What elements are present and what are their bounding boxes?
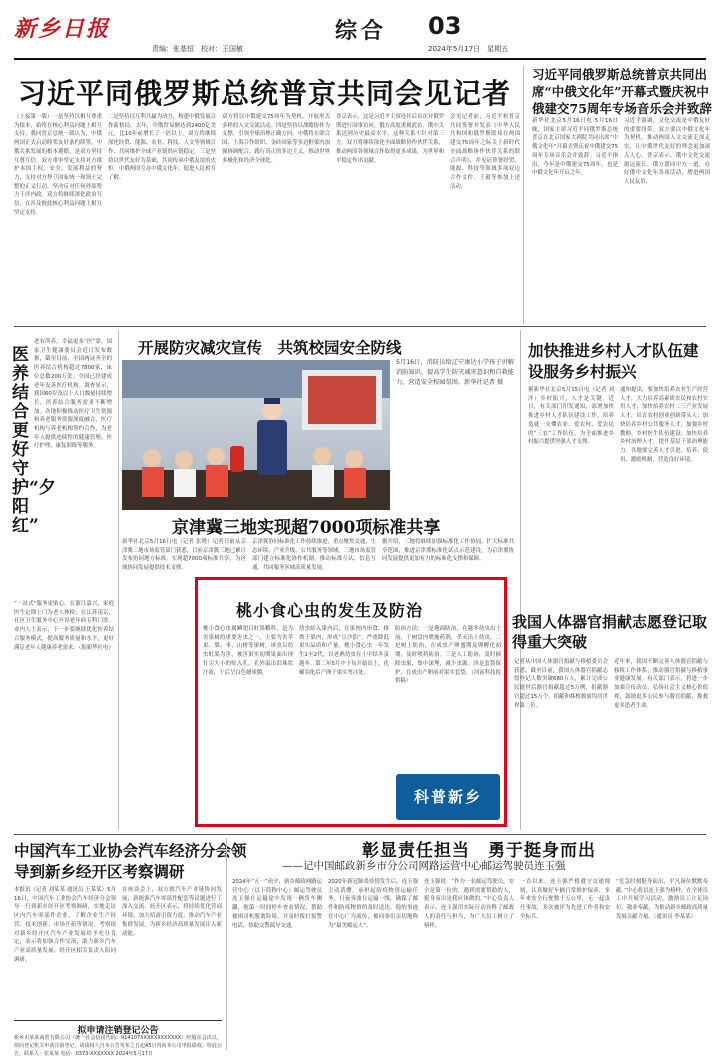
column-divider <box>523 66 524 324</box>
postal-column-4: 一直以来，连玉强严格遵守交通规则，认真做好车辆日常维护保养，多年来安全行驶数十万公里，无一起责任事故，多次被评为先进工作者和安全标兵。 <box>520 879 610 920</box>
lead-column-3: 双方将以中俄建交75周年为契机，开展形式多样的人文交流活动。四是坚持以战略协作为支撑，引领全球治理正确方向。中俄将在联合国、上海合作组织、金砖国家等多边框架内加强协调配合，践行真正的多边主义，推动世界多极化和经济全球化。 <box>222 114 330 164</box>
notice-body: 新乡市某某商贸有限公司（统一社会信用代码：914107XXXXXXXXXXXX）经股东会决议，拟向登记机关申请注销登记，请债权人自本公告发布之日起45日内向本公司申报债权。特此公告。联系人：张某某 电话：0373-XXXXXXX 2024年5月17日 <box>14 1035 222 1057</box>
postal-subheadline: ——记中国邮政新乡市分公司网路运营中心邮运驾驶员连玉强 <box>282 860 566 872</box>
science-logo-text: 科普新乡 <box>413 788 482 806</box>
section-title: 综合 <box>335 18 388 44</box>
postal-column-2: 2020年新冠肺炎疫情发生后，连玉强主动请缨，承担起防疫物资运输任务，日夜奔波在运输一线，确保了邮件和防疫物资的及时送达。他的事迹在中心广为流传，被同事们亲切地称为“最美邮运人”。 <box>328 879 418 929</box>
fire-safety-photo <box>122 360 390 510</box>
jingjinji-column-3: 据介绍，三地将继续加强标准化工作协同，扩大标准共享范围，推进京津冀标准化试点示范建设，为京津冀协同发展提供更加有力的标准化支撑和保障。 <box>382 539 514 563</box>
lead-column-1 <box>14 113 102 303</box>
column-divider <box>226 838 227 1050</box>
medical-headline: 医养结合更好守护“夕阳红” <box>12 345 56 536</box>
pest-column-1: 桃小食心虫属鳞翅目蛀果蛾科，是为害果树的重要害虫之一，主要为害苹果、梨、枣、山楂等果树。该虫以幼虫蛀果为害，被害果实初期果面出现针尖大小的蛀入孔，孔外溢出泪珠状汁液，干后呈白色蜡质膜。 <box>203 626 293 676</box>
notice-headline: 拟申请注销登记公告 <box>77 1026 159 1036</box>
fire-safety-headline: 开展防灾减灾宣传 共筑校园安全防线 <box>138 338 402 357</box>
science-logo-badge <box>396 774 500 820</box>
postal-column-3: 连玉强说：“作为一名邮运驾驶员，安全是第一位的，遇到需要帮助的人，挺身而出是我应该做的。”中心负责人表示，连玉强用实际行动诠释了邮政人的责任与担当，为广大员工树立了榜样。 <box>424 879 514 929</box>
jingjinji-headline: 京津冀三地实现超7000项标准共享 <box>172 518 441 538</box>
postal-column-5: “危急时刻挺身而出，平凡岗位默默奉献。”中心将以连玉强为榜样，在全体员工中开展学习活动，激励员工立足岗位、敬业奉献，为推动新乡邮政高质量发展贡献力量。（通讯员 李某某） <box>616 879 708 920</box>
concert-column-1: 新华社北京5月16日电 5月16日晚，国家主席习近平同俄罗斯总统普京在北京国家大剧院共同出席“中俄文化年”开幕式暨庆祝中俄建交75周年专场音乐会并致辞。习近平指出，今年是中俄建交75周年，也是中俄文化年开启之年。 <box>532 118 618 177</box>
concert-headline: 习近平同俄罗斯总统普京共同出席“中俄文化年”开幕式暨庆祝中俄建交75周年专场音乐会并致辞 <box>532 67 712 116</box>
pest-headline: 桃小食心虫的发生及防治 <box>236 601 424 620</box>
lead-col1-text: 一是坚持以相互尊重为根本，始终在核心利益问题上相互支持。我同普京总统一致认为，中俄两国正式启动睦邻友好条约续签。中俄关系发展的根本遵循，是双方坚持互尊互信。双方重申坚定支持对方维护本国主权、安全、发展利益的努力，支持对方捍卫国家统一和领土完整的正义行动，坚决反对任何外部势力干涉内政。双方将继续深化政治互信，在涉及彼此核心利益问题上相互坚定支持。 <box>14 114 102 216</box>
jingjinji-column-1: 新华社北京5月16日电（记者 张晓）记者日前从京津冀三地市场监管部门获悉，目前京津冀三地已累计发布协同地方标准，实现超7000项标准共享，为区域协同发展提供技术支撑。 <box>122 539 246 572</box>
issue-date: 2024年5月17日 星期五 <box>428 45 509 53</box>
concert-column-2: 习近平强调，文化交流是中俄友好的重要纽带。双方要以中俄文化年为契机，推动两国人文交流走深走实，让中俄世代友好的理念更加深入人心。普京表示，俄中文化交流源远流长，俄方愿同中方一道，办好俄中文化年各项活动，增进两国人民友谊。 <box>624 118 710 185</box>
editor-credits: 责编：张基恒 校对：王国敏 <box>152 45 243 53</box>
fire-safety-photo-image <box>122 360 390 510</box>
industry-column-2: 在座谈会上，双方就汽车产业链协同发展、新能源汽车零部件配套等议题进行了深入交流。经开区表示，将持续优化营商环境，加大招商引资力度，推动汽车产业集群发展，为新乡经济高质量发展注入新动能。 <box>122 887 222 937</box>
organ-headline: 我国人体器官捐献志愿登记取得重大突破 <box>512 613 708 651</box>
lead-dateline: （上接第一版） <box>14 114 53 120</box>
section-rule <box>14 834 706 835</box>
talent-headline: 加快推进乡村人才队伍建设服务乡村振兴 <box>528 341 699 381</box>
organ-column-2: 近年来，我国不断完善人体器官捐献与移植工作体系，推动器官捐献与移植事业健康发展。有关部门表示，将进一步加强宣传动员，弘扬社会主义核心价值观，鼓励更多公民参与器官捐献，挽救更多患者生命。 <box>614 659 708 709</box>
organ-column-1: 记者从中国人体器官捐献与移植委员会获悉，截至目前，我国人体器官捐献志愿登记人数突破680万人，累计完成公民逝世后器官捐献超过5万例，捐献器官超过15万个，捐献和移植数量均居世界第二位。 <box>514 659 608 709</box>
jingjinji-column-2: 京津冀协同标准化工作持续推进，重点聚焦交通、生态环境、产业升级、公共服务等领域。三地市场监管部门建立标准化协作机制，推动标准互认、信息互通，共同服务区域高质量发展。 <box>252 539 376 572</box>
newspaper-logo: 新乡日报 <box>14 16 111 42</box>
column-divider <box>118 330 119 830</box>
pest-column-3: 防治方法：一是地面防治，在越冬幼虫出土前，于树盘内喷施药剂，杀灭出土幼虫。二是树上防治，在成虫产卵盛期及卵孵化初期，及时喷药防治。三是人工防治，及时摘除虫果，集中深埋，减少虫源。四是套袋保护，在成虫产卵前对果实套袋。（河南科技报 供稿） <box>395 626 501 685</box>
lead-column-5: 会见记者前，习近平和普京共同签署并发表《中华人民共和国和俄罗斯联邦在两国建交75周年之际关于新时代全面战略协作伙伴关系的联合声明》，并见证签署经贸、能源、科技等领域多项双边合作文件。王毅等参加上述活动。 <box>450 114 520 190</box>
medical-column-2: “一站式”服务更贴心。在浙江嘉兴，家庭医生定期上门为老人体检；在江苏南京，社区卫生服务中心开设老年病专科门诊。业内人士表示，下一步要继续优化医养结合服务模式，提高服务质量和水平，更好满足老年人健康养老需求。（据新华社电） <box>14 601 114 651</box>
medical-column: 老有所养，幸福更多“医”靠。国家卫生健康委员会近日发布数据，截至目前，全国两证齐全的医养结合机构超过7800家，床位总数200万张。全国已经建成老年友善医疗机构。调查显示，我国60岁及以上人口数量持续增长，医养结合服务需求不断增加。各地积极推动医疗卫生资源和养老服务资源深度融合，医疗机构与养老机构签约合作，为老年人提供连续性的健康管理、医疗护理、康复训练等服务。 <box>34 339 112 450</box>
lead-headline: 习近平同俄罗斯总统普京共同会见记者 <box>18 77 512 110</box>
masthead-rule <box>14 58 706 60</box>
page-number: 03 <box>428 12 462 40</box>
section-rule <box>14 326 706 327</box>
pest-column-2: 幼虫蛀入果内后，在果肉内串食，排粪于果内，形成“豆沙馅”，严重降低果实品质和产量。桃小食心虫一年发生1至2代，以老熟幼虫在土中结冬茧越冬。第二年5月中下旬开始出土，化蛹羽化后产卵于果实萼洼处。 <box>299 626 389 676</box>
lead-column-4: 普京表示，这是习近平主席连任后首次对俄罗斯进行国事访问。俄方高度重视此访。俄中关系达到历史最高水平，这种关系不针对第三方。双方将继续深化全面战略协作伙伴关系，推动两国各领域合作取得更多成果，为世界和平稳定作出贡献。 <box>336 114 444 164</box>
lead-column-2: 二是坚持以互利共赢为动力，构建中俄发展合作新格局。去年，中俄贸易额达到2400亿美元，比10年前增长了一倍以上。双方将继续深化经贸、能源、农业、科技、人文等领域合作，共同维护全球产业链供应链稳定。三是坚持以世代友好为基础，共同传承中俄友谊的火炬。中俄两国互办中俄文化年，促进人民相互了解。 <box>108 114 216 181</box>
postal-headline: 彰显责任担当 勇于挺身而出 <box>362 841 596 861</box>
talent-column-2: 通知提出，要加快培养农业生产经营人才，大力培养高素质农民和农村实用人才；加快培养农村二三产业发展人才，培育农村创业创新带头人；加快培养乡村公共服务人才，加强乡村教师、乡村医生队伍建设；加快培养乡村治理人才，提升基层干部治理能力。各地要完善人才引进、培养、使用、激励机制，营造良好环境。 <box>620 387 708 463</box>
industry-headline: 中国汽车工业协会汽车经济分会领导到新乡经开区考察调研 <box>14 841 247 881</box>
talent-column-1: 据新华社北京5月15日电（记者 刘洋）乡村振兴，人才是关键。近日，有关部门印发通知，部署加快推进乡村人才队伍建设工作，培养造就一支懂农业、爱农村、爱农民的“三农”工作队伍，为全面推进乡村振兴提供坚强人才支撑。 <box>528 387 614 446</box>
fire-safety-caption: 5月16日，消防员给辽宁康达小学孩子讲解消防知识，提高学生防灾减灾意识和自救能力，营造安全校园氛围。新华社记者 摄 <box>396 359 514 386</box>
industry-column-1: 本报讯（记者 刘某某 通讯员 王某某）5月16日，中国汽车工业协会汽车经济分会领导一行到新乡经开区考察调研，实地走访区内汽车零部件企业，了解企业生产经营、技术创新、市场开拓等情况。考察组对新乡经开区汽车产业发展给予充分肯定，表示将加强合作交流，助力新乡汽车产业高质量发展。经开区相关负责人陪同调研。 <box>14 887 116 963</box>
notice-box <box>14 1020 222 1057</box>
postal-column-1: 2024年“五一”前夕，新乡邮政网路运营中心（以下简称中心）邮运驾驶员连玉强在运输途中发现一辆货车侧翻，他第一时间停车查看情况，帮助被困司机脱离险境，并及时拨打报警电话，协助交警疏导交通。 <box>232 879 322 929</box>
